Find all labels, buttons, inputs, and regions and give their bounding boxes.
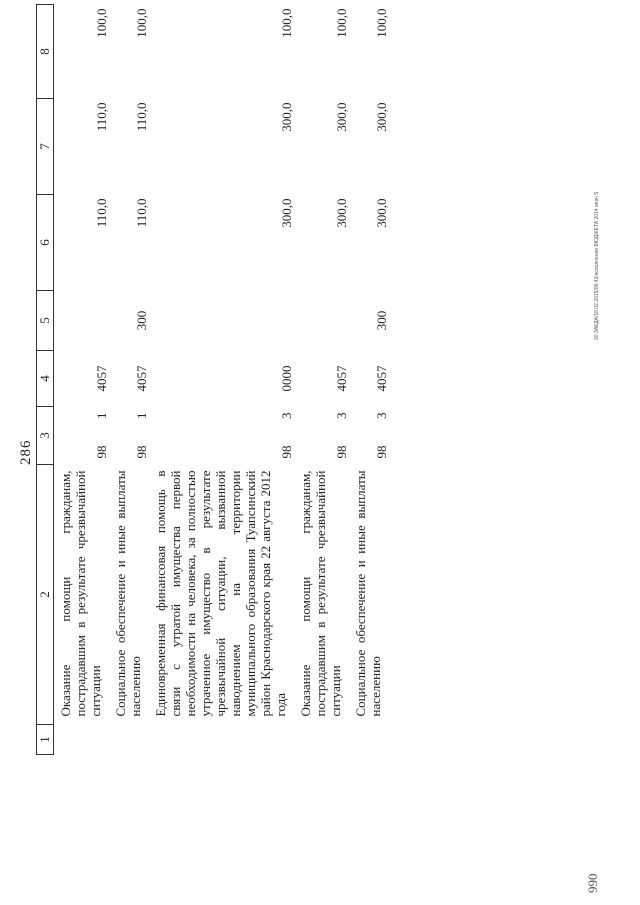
column-header: 2 [37, 465, 54, 725]
code-b: 3 [374, 412, 389, 419]
column-header: 7 [37, 99, 54, 195]
footer-note: 20 ЗАКДА/18.02.2015/09:43/исполнение БЮДЖЕТА 2014 верн 5 [594, 191, 600, 340]
code-a: 98 [94, 445, 109, 459]
code-c: 4057 [134, 365, 149, 392]
code-a: 98 [134, 445, 149, 459]
column-header: 1 [37, 725, 54, 755]
code-c: 0000 [279, 365, 294, 392]
bottom-code: 990 [585, 873, 600, 893]
value-col7: 300,0 [334, 102, 349, 132]
code-a: 98 [279, 445, 294, 459]
table-row [109, 5, 149, 755]
code-c: 4057 [334, 365, 349, 392]
code-d: 300 [374, 310, 389, 331]
column-header: 6 [37, 195, 54, 291]
code-b: 3 [334, 412, 349, 419]
table-row [294, 5, 349, 755]
table-header-row [37, 5, 54, 755]
value-col7: 110,0 [94, 102, 109, 132]
code-a: 98 [374, 445, 389, 459]
row-description: Оказание помощи гражданам, пострадавшим в результате чрезвычайной ситуации [58, 470, 103, 717]
column-header: 3 [37, 407, 54, 465]
value-col6: 300,0 [374, 198, 389, 228]
value-col8: 100,0 [374, 8, 389, 38]
value-col6: 110,0 [134, 198, 149, 228]
row-description: Социальное обеспечение и иные выплаты населению [353, 470, 383, 717]
code-c: 4057 [374, 365, 389, 392]
page-number: 286 [18, 439, 34, 465]
column-header: 5 [37, 291, 54, 351]
table-row [54, 5, 110, 755]
row-description: Единовременная финансовая помощь в связи с утратой имущества первой необходимости на человека, за полностью утраченное имущество в результате чрезвычайной ситуации, вызванной наводнением на территории муниципального образования Туапсинский район Краснодарского края 22 августа 2012 года [153, 470, 288, 717]
value-col6: 110,0 [94, 198, 109, 228]
code-b: 1 [94, 412, 109, 419]
code-d: 300 [134, 310, 149, 331]
value-col8: 100,0 [94, 8, 109, 38]
code-d [294, 291, 349, 351]
value-col8: 100,0 [334, 8, 349, 38]
code-d [149, 291, 294, 351]
code-b: 3 [279, 412, 294, 419]
code-d [54, 291, 110, 351]
column-header: 4 [37, 351, 54, 407]
value-col6: 300,0 [279, 198, 294, 228]
code-a: 98 [334, 445, 349, 459]
budget-table [36, 4, 389, 755]
code-c: 4057 [94, 365, 109, 392]
row-description: Социальное обеспечение и иные выплаты населению [113, 470, 143, 717]
value-col8: 100,0 [279, 8, 294, 38]
column-header: 8 [37, 5, 54, 99]
code-b: 1 [134, 412, 149, 419]
row-description: Оказание помощи гражданам, пострадавшим в результате чрезвычайной ситуации [298, 470, 343, 717]
table-row [349, 5, 389, 755]
value-col7: 300,0 [374, 102, 389, 132]
value-col8: 100,0 [134, 8, 149, 38]
table-row [149, 5, 294, 755]
value-col7: 110,0 [134, 102, 149, 132]
budget-table-wrapper [36, 5, 389, 755]
value-col7: 300,0 [279, 102, 294, 132]
value-col6: 300,0 [334, 198, 349, 228]
